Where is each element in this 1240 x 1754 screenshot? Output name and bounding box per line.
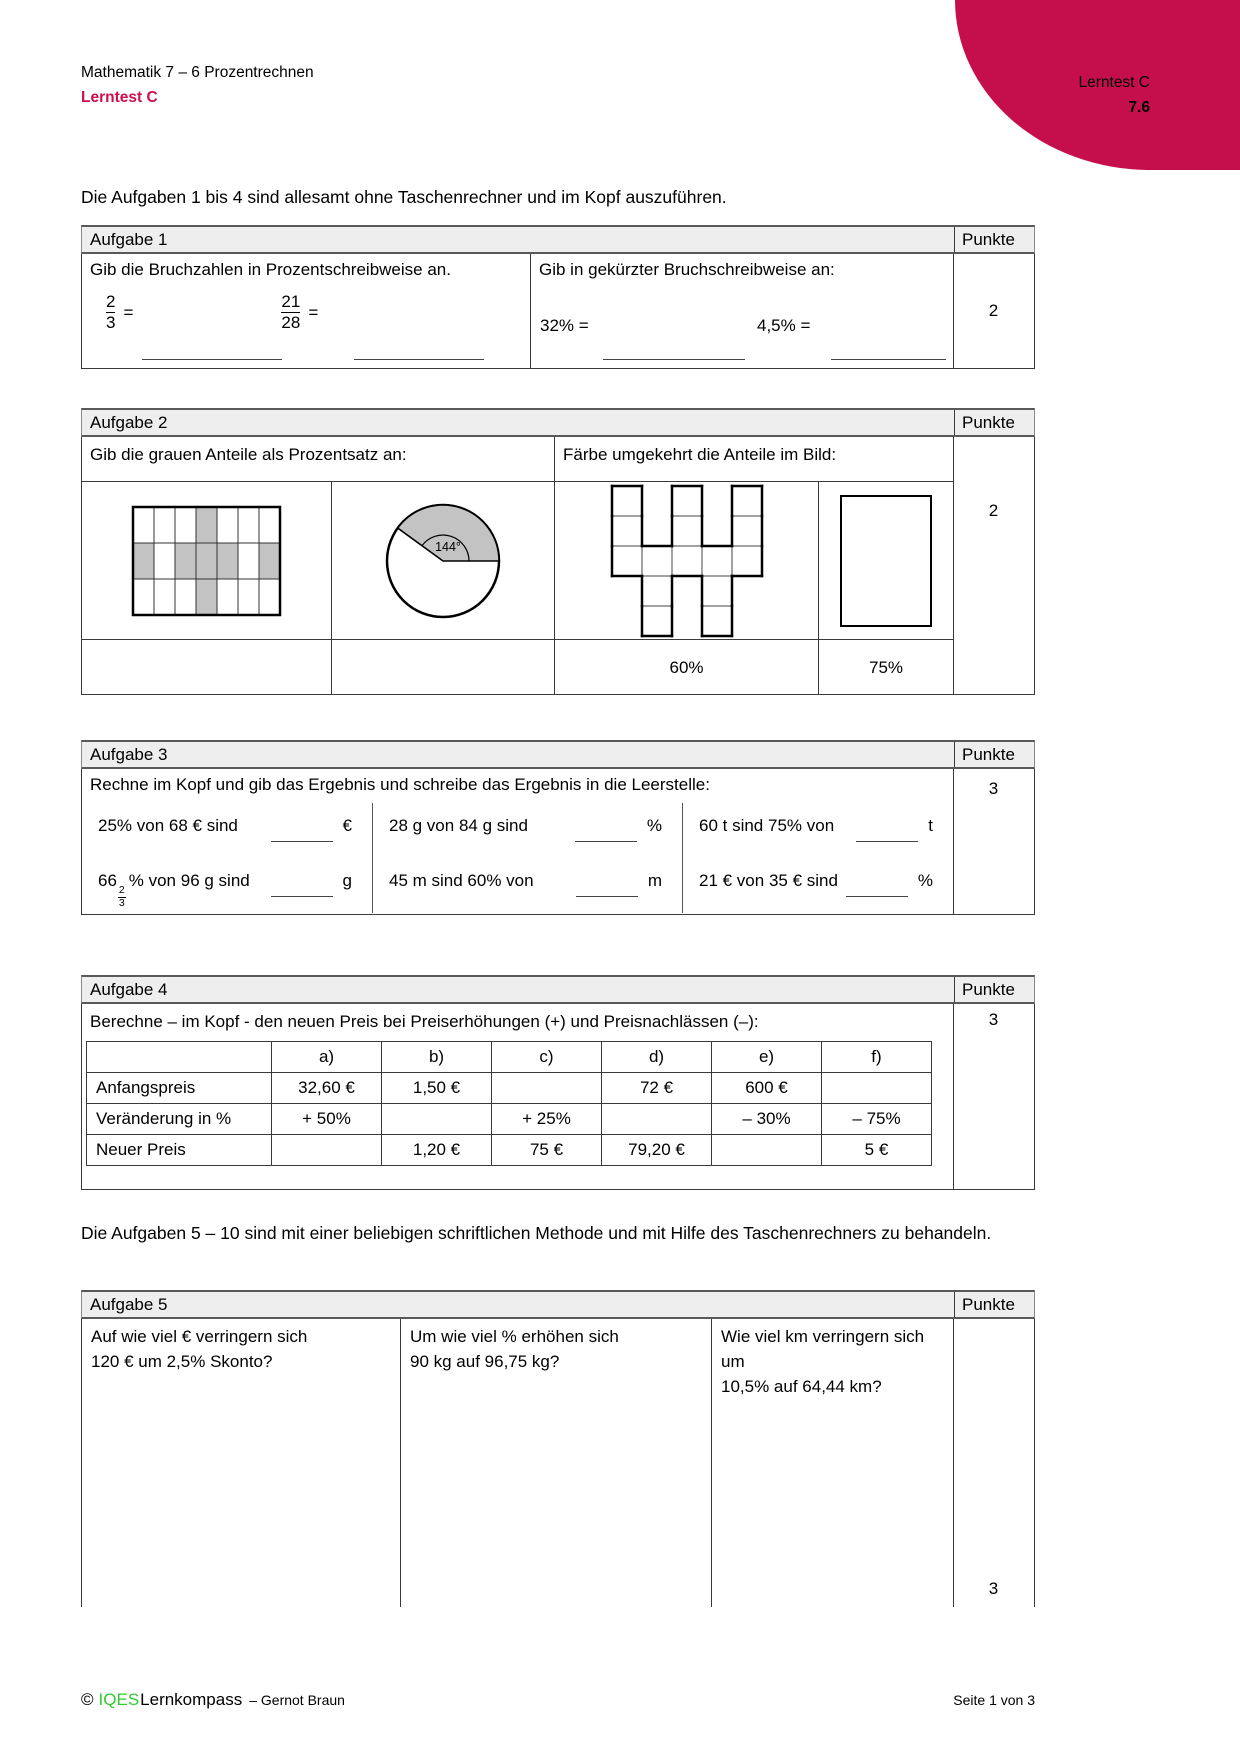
answer-blank <box>603 359 745 360</box>
figure-cell <box>818 482 953 639</box>
aufgabe3-column-1 <box>82 803 372 913</box>
price-table-row: Veränderung in % + 50% + 25% – 30% – 75% <box>87 1104 932 1135</box>
aufgabe5-header-row <box>81 1290 1035 1319</box>
corner-test-label: Lerntest C <box>1078 74 1150 91</box>
answer-blank <box>354 359 484 360</box>
problem-text: 21 € von 35 € sind <box>699 871 838 890</box>
aufgabe1-title: Aufgabe 1 <box>90 230 168 249</box>
question-cell: Um wie viel % erhöhen sich 90 kg auf 96,75 kg? <box>400 1319 711 1607</box>
rect-percent-label: 75% <box>818 640 953 695</box>
punkte-header: Punkte <box>954 1292 1034 1317</box>
answer-cell <box>82 640 331 695</box>
corner-badge <box>955 0 1240 170</box>
punkte-header: Punkte <box>954 742 1034 767</box>
figure-cell <box>82 482 331 639</box>
answer-blank <box>271 882 333 897</box>
punkte-header: Punkte <box>954 227 1034 252</box>
aufgabe2-answer-row <box>82 639 953 695</box>
problem-unit: € <box>342 816 352 835</box>
aufgabe2-figure-row <box>82 481 953 639</box>
problem-unit: g <box>342 871 352 890</box>
problem-unit: m <box>647 871 662 890</box>
comb-grid-figure <box>610 484 764 638</box>
fraction-line <box>82 292 530 334</box>
punkte-header: Punkte <box>954 977 1034 1002</box>
answer-blank <box>856 827 918 842</box>
price-table-header-row: a) b) c) d) e) f) <box>87 1042 932 1073</box>
answer-blank <box>576 882 638 897</box>
answer-blank <box>271 827 333 842</box>
equals-sign: = <box>308 302 319 322</box>
punkte-value: 3 <box>988 1010 999 1029</box>
brand-iqes: IQES <box>98 1690 140 1709</box>
test-label: Lerntest C <box>81 89 158 106</box>
aufgabe3-prompt: Rechne im Kopf und gib das Ergebnis und schreibe das Ergebnis in die Leerstelle: <box>90 775 710 794</box>
aufgabe3-column-3 <box>682 803 953 913</box>
answer-blank <box>575 827 637 842</box>
fraction-two-thirds: $\frac{2}{3}$ <box>106 292 116 333</box>
copyright-symbol: © <box>81 1690 94 1709</box>
punkte-header: Punkte <box>954 410 1034 435</box>
question-cell: Auf wie viel € verringern sich 120 € um 2,5% Skonto? <box>91 1327 308 1371</box>
percent-item-1: 32% = <box>540 316 589 335</box>
aufgabe2-right-prompt: Färbe umgekehrt die Anteile im Bild: <box>554 437 953 481</box>
price-table <box>86 1041 932 1166</box>
problem-text: 60 t sind 75% von <box>699 816 835 835</box>
aufgabe1-table <box>81 225 1035 369</box>
aufgabe1-left-prompt: Gib die Bruchzahlen in Prozentschreibweise an. <box>90 260 451 279</box>
rectangle-figure <box>840 495 932 627</box>
intro-paragraph-2: Die Aufgaben 5 – 10 sind mit einer beliebigen schriftlichen Methode und mit Hilfe des Taschenrechners zu behandeln. <box>81 1223 992 1243</box>
aufgabe5-questions-grid <box>82 1319 953 1607</box>
problem-row <box>373 803 682 858</box>
problem-row <box>683 858 953 913</box>
problem-row <box>82 858 372 913</box>
answer-blank <box>831 359 946 360</box>
figure-cell <box>331 482 554 639</box>
equals-sign: = <box>123 302 134 322</box>
comb-percent-label: 60% <box>554 640 818 695</box>
aufgabe2-left-prompt: Gib die grauen Anteile als Prozentsatz an: <box>90 445 407 464</box>
price-table-row: Neuer Preis 1,20 € 75 € 79,20 € 5 € <box>87 1135 932 1166</box>
problem-text: 28 g von 84 g sind <box>389 816 528 835</box>
aufgabe5-table <box>81 1290 1035 1607</box>
page-number: Seite 1 von 3 <box>953 1692 1035 1708</box>
aufgabe3-title: Aufgabe 3 <box>90 745 168 764</box>
aufgabe4-punkte-cell <box>953 1004 1033 1189</box>
punkte-value: 2 <box>988 301 999 320</box>
aufgabe2-table <box>81 408 1035 695</box>
aufgabe3-header-row <box>81 740 1035 769</box>
pie-figure <box>382 500 504 622</box>
striped-grid-figure <box>131 505 282 617</box>
document-header <box>81 60 314 110</box>
aufgabe3-column-2 <box>372 803 682 913</box>
problem-unit: % <box>917 871 933 890</box>
aufgabe4-title: Aufgabe 4 <box>90 980 168 999</box>
fraction-two-thirds-small: $\frac{2}{3}$ <box>118 884 125 909</box>
problem-unit: % <box>646 816 662 835</box>
problem-text: 45 m sind 60% von <box>389 871 534 890</box>
punkte-value: 3 <box>988 1579 999 1598</box>
problem-text: 66 $\frac{2}{3}$ % von 96 g sind <box>98 871 250 909</box>
aufgabe1-right-prompt: Gib in gekürzter Bruchschreibweise an: <box>539 260 835 279</box>
problem-text: 25% von 68 € sind <box>98 816 238 835</box>
aufgabe1-punkte-cell <box>953 254 1033 368</box>
aufgabe5-title: Aufgabe 5 <box>90 1295 168 1314</box>
svg-text:144°: 144° <box>435 539 461 554</box>
answer-cell <box>331 640 554 695</box>
intro-paragraph-1: Die Aufgaben 1 bis 4 sind allesamt ohne Taschenrechner und im Kopf auszuführen. <box>81 187 727 207</box>
aufgabe3-problems-grid <box>82 803 953 913</box>
problem-row <box>82 803 372 858</box>
brand-lernkompass: Lernkompass <box>140 1690 243 1709</box>
problem-row <box>683 803 953 858</box>
problem-unit: t <box>928 816 933 835</box>
aufgabe3-table <box>81 740 1035 915</box>
aufgabe1-right-cell <box>531 254 953 368</box>
figure-cell <box>554 482 818 639</box>
course-title: Mathematik 7 – 6 Prozentrechnen <box>81 64 314 81</box>
page-footer <box>81 1690 1035 1710</box>
aufgabe4-table <box>81 975 1035 1190</box>
aufgabe2-title: Aufgabe 2 <box>90 413 168 432</box>
aufgabe4-prompt: Berechne – im Kopf - den neuen Preis bei Preiserhöhungen (+) und Preisnachlässen (–): <box>90 1012 759 1031</box>
aufgabe2-question-row <box>82 437 953 481</box>
answer-blank <box>846 882 908 897</box>
aufgabe3-punkte-cell <box>953 769 1033 914</box>
footer-author: – Gernot Braun <box>249 1692 345 1708</box>
punkte-value: 2 <box>988 501 999 520</box>
corner-code: 7.6 <box>1128 99 1150 116</box>
aufgabe1-left-cell <box>82 254 531 368</box>
problem-row <box>373 858 682 913</box>
question-cell: Wie viel km verringern sich um 10,5% auf 64,44 km? <box>711 1319 953 1607</box>
price-table-row: Anfangspreis 32,60 € 1,50 € 72 € 600 € <box>87 1073 932 1104</box>
fraction-21-28: $\frac{21}{28}$ <box>281 292 301 333</box>
aufgabe4-header-row <box>81 975 1035 1004</box>
aufgabe2-punkte-cell <box>953 437 1033 694</box>
answer-blank <box>142 359 282 360</box>
aufgabe1-header-row <box>81 225 1035 254</box>
aufgabe5-punkte-cell <box>953 1319 1033 1607</box>
aufgabe2-header-row <box>81 408 1035 437</box>
punkte-value: 3 <box>988 779 999 798</box>
percent-item-2: 4,5% = <box>757 316 811 335</box>
